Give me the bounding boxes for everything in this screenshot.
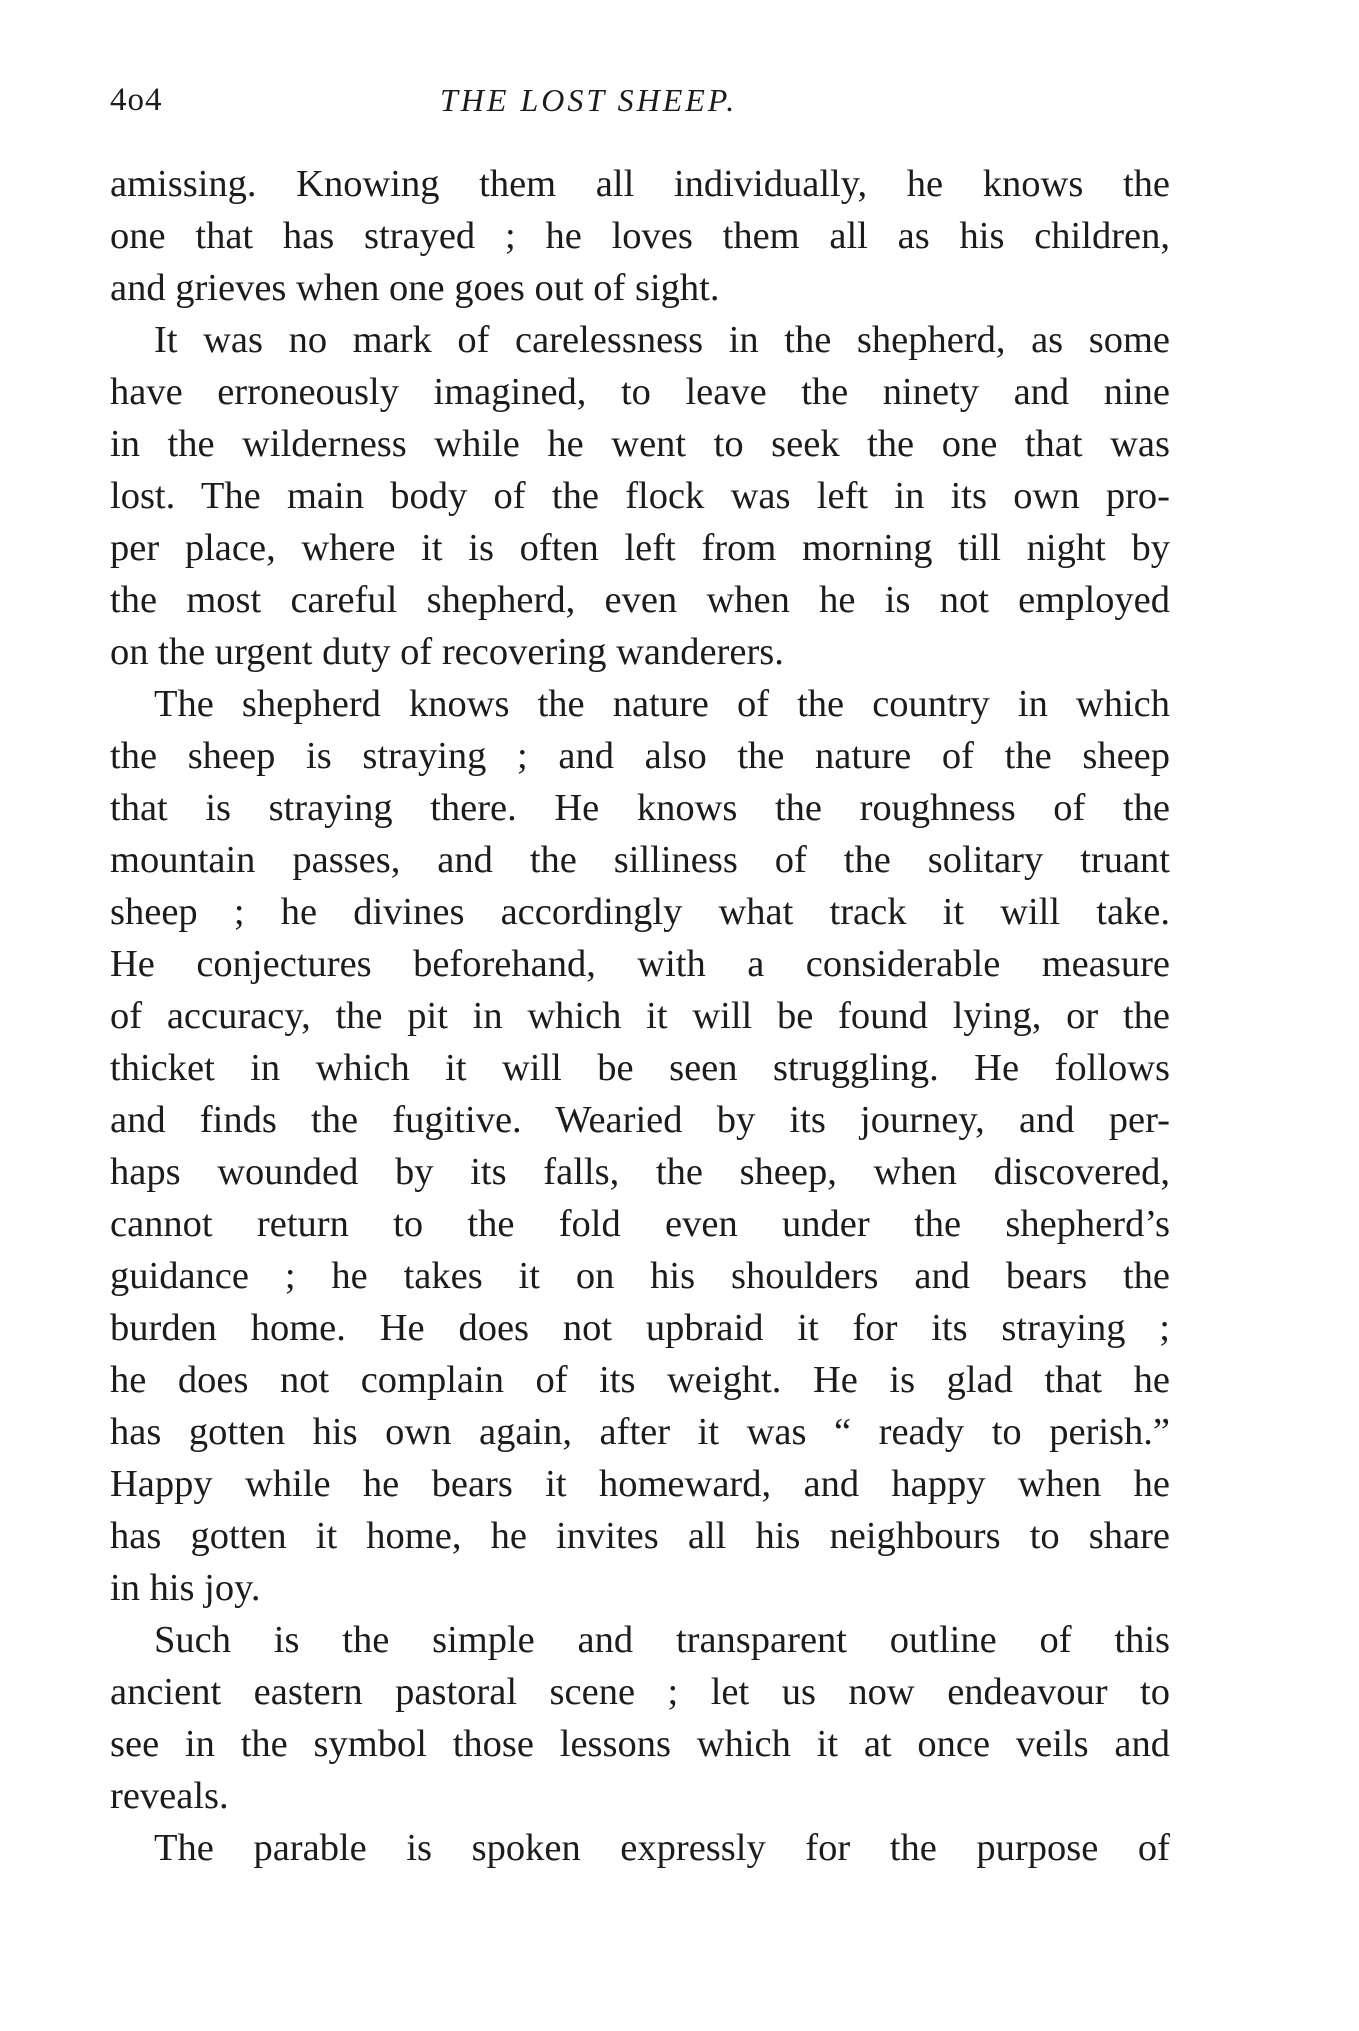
- text-line: guidance ; he takes it on his shoulders and bears the: [110, 1255, 1170, 1297]
- text-line: in his joy.: [110, 1567, 261, 1609]
- paragraph-2: [110, 314, 1170, 678]
- text-line: and finds the fugitive. Wearied by its journey, and per-: [110, 1099, 1170, 1141]
- text-line: and grieves when one goes out of sight.: [110, 267, 720, 309]
- text-line: Happy while he bears it homeward, and happy when he: [110, 1463, 1170, 1505]
- page-header: [110, 82, 1170, 132]
- text-line: thicket in which it will be seen struggling. He follows: [110, 1047, 1170, 1089]
- text-line: sheep ; he divines accordingly what track it will take.: [110, 891, 1170, 933]
- text-line: cannot return to the fold even under the shepherd’s: [110, 1203, 1170, 1245]
- text-line: amissing. Knowing them all individually, he knows the: [110, 163, 1170, 205]
- text-line: have erroneously imagined, to leave the ninety and nine: [110, 371, 1170, 413]
- paragraph-5: [110, 1822, 1170, 1874]
- page-number: 4o4: [110, 82, 163, 118]
- text-line: per place, where it is often left from morning till night by: [110, 527, 1170, 569]
- text-line: the most careful shepherd, even when he is not employed: [110, 579, 1170, 621]
- paragraph-1: [110, 158, 1170, 314]
- text-line: reveals.: [110, 1775, 229, 1817]
- text-line: on the urgent duty of recovering wanderers.: [110, 631, 784, 673]
- paragraph-3: [110, 678, 1170, 1614]
- text-line: He conjectures beforehand, with a considerable measure: [110, 943, 1170, 985]
- text-line: ancient eastern pastoral scene ; let us now endeavour to: [110, 1671, 1170, 1713]
- text-line: of accuracy, the pit in which it will be found lying, or the: [110, 995, 1170, 1037]
- text-line: It was no mark of carelessness in the shepherd, as some: [154, 319, 1170, 361]
- text-line: has gotten it home, he invites all his neighbours to share: [110, 1515, 1170, 1557]
- text-line: lost. The main body of the flock was left in its own pro-: [110, 475, 1170, 517]
- text-line: Such is the simple and transparent outline of this: [154, 1619, 1170, 1661]
- text-line: The parable is spoken expressly for the purpose of: [154, 1827, 1170, 1869]
- body-text: [110, 158, 1170, 1874]
- text-line: burden home. He does not upbraid it for its straying ;: [110, 1307, 1170, 1349]
- text-line: one that has strayed ; he loves them all as his children,: [110, 215, 1170, 257]
- text-line: haps wounded by its falls, the sheep, when discovered,: [110, 1151, 1170, 1193]
- text-line: in the wilderness while he went to seek the one that was: [110, 423, 1170, 465]
- text-line: that is straying there. He knows the roughness of the: [110, 787, 1170, 829]
- text-line: he does not complain of its weight. He is glad that he: [110, 1359, 1170, 1401]
- paragraph-4: [110, 1614, 1170, 1822]
- text-line: see in the symbol those lessons which it at once veils and: [110, 1723, 1170, 1765]
- text-line: the sheep is straying ; and also the nature of the sheep: [110, 735, 1170, 777]
- text-line: mountain passes, and the silliness of the solitary truant: [110, 839, 1170, 881]
- text-line: The shepherd knows the nature of the country in which: [154, 683, 1170, 725]
- running-title: THE LOST SHEEP.: [440, 82, 738, 118]
- text-line: has gotten his own again, after it was “ ready to perish.”: [110, 1411, 1170, 1453]
